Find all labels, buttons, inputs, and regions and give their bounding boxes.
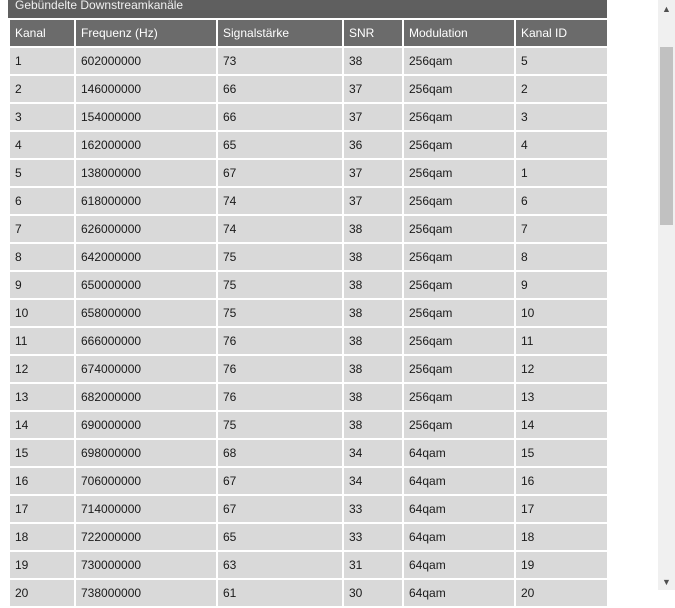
cell-snr: 37 <box>344 76 402 102</box>
table-body <box>10 48 607 606</box>
table-row <box>10 468 607 494</box>
table-row <box>10 356 607 382</box>
cell-modulation: 256qam <box>404 160 514 186</box>
cell-channel-id: 20 <box>516 580 607 606</box>
cell-snr: 34 <box>344 468 402 494</box>
cell-channel-id: 16 <box>516 468 607 494</box>
cell-channel: 2 <box>10 76 74 102</box>
cell-modulation: 256qam <box>404 132 514 158</box>
cell-snr: 37 <box>344 104 402 130</box>
cell-snr: 33 <box>344 496 402 522</box>
cell-snr: 30 <box>344 580 402 606</box>
cell-channel-id: 8 <box>516 244 607 270</box>
cell-modulation: 64qam <box>404 468 514 494</box>
table-row <box>10 272 607 298</box>
cell-snr: 36 <box>344 132 402 158</box>
cell-snr: 37 <box>344 188 402 214</box>
cell-modulation: 256qam <box>404 356 514 382</box>
cell-channel-id: 10 <box>516 300 607 326</box>
cell-signal-strength: 76 <box>218 328 342 354</box>
cell-channel: 20 <box>10 580 74 606</box>
scroll-down-arrow-icon[interactable]: ▼ <box>662 576 671 587</box>
cell-signal-strength: 74 <box>218 188 342 214</box>
cell-snr: 38 <box>344 328 402 354</box>
cell-channel: 13 <box>10 384 74 410</box>
cell-frequency: 154000000 <box>76 104 216 130</box>
table-row <box>10 48 607 74</box>
cell-modulation: 256qam <box>404 76 514 102</box>
cell-channel-id: 2 <box>516 76 607 102</box>
table-row <box>10 496 607 522</box>
cell-signal-strength: 67 <box>218 496 342 522</box>
table-header-row <box>10 20 607 46</box>
cell-signal-strength: 73 <box>218 48 342 74</box>
cell-frequency: 730000000 <box>76 552 216 578</box>
cell-channel-id: 17 <box>516 496 607 522</box>
cell-channel-id: 12 <box>516 356 607 382</box>
cell-modulation: 64qam <box>404 580 514 606</box>
cell-frequency: 690000000 <box>76 412 216 438</box>
cell-frequency: 698000000 <box>76 440 216 466</box>
cell-signal-strength: 67 <box>218 160 342 186</box>
table-row <box>10 160 607 186</box>
cell-snr: 38 <box>344 356 402 382</box>
table-row <box>10 552 607 578</box>
cell-signal-strength: 65 <box>218 132 342 158</box>
cell-signal-strength: 74 <box>218 216 342 242</box>
cell-frequency: 650000000 <box>76 272 216 298</box>
cell-snr: 37 <box>344 160 402 186</box>
vertical-scrollbar[interactable] <box>658 0 675 590</box>
cell-snr: 34 <box>344 440 402 466</box>
cell-channel-id: 9 <box>516 272 607 298</box>
cell-channel-id: 1 <box>516 160 607 186</box>
cell-channel-id: 6 <box>516 188 607 214</box>
cell-channel-id: 13 <box>516 384 607 410</box>
table-row <box>10 300 607 326</box>
cell-frequency: 618000000 <box>76 188 216 214</box>
cell-channel: 9 <box>10 272 74 298</box>
table-row <box>10 328 607 354</box>
cell-channel-id: 14 <box>516 412 607 438</box>
cell-channel: 4 <box>10 132 74 158</box>
cell-modulation: 256qam <box>404 216 514 242</box>
cell-channel-id: 19 <box>516 552 607 578</box>
cell-modulation: 64qam <box>404 440 514 466</box>
cell-modulation: 256qam <box>404 328 514 354</box>
cell-frequency: 138000000 <box>76 160 216 186</box>
cell-signal-strength: 68 <box>218 440 342 466</box>
cell-signal-strength: 65 <box>218 524 342 550</box>
cell-channel: 6 <box>10 188 74 214</box>
cell-channel-id: 11 <box>516 328 607 354</box>
cell-frequency: 682000000 <box>76 384 216 410</box>
cell-frequency: 706000000 <box>76 468 216 494</box>
table-row <box>10 76 607 102</box>
cell-channel: 12 <box>10 356 74 382</box>
cell-modulation: 256qam <box>404 272 514 298</box>
cell-signal-strength: 75 <box>218 272 342 298</box>
cell-signal-strength: 75 <box>218 300 342 326</box>
table-row <box>10 524 607 550</box>
cell-frequency: 674000000 <box>76 356 216 382</box>
cell-channel-id: 3 <box>516 104 607 130</box>
cell-channel-id: 7 <box>516 216 607 242</box>
cell-frequency: 162000000 <box>76 132 216 158</box>
cell-signal-strength: 63 <box>218 552 342 578</box>
cell-modulation: 64qam <box>404 524 514 550</box>
cell-signal-strength: 66 <box>218 76 342 102</box>
cell-modulation: 256qam <box>404 300 514 326</box>
cell-channel-id: 5 <box>516 48 607 74</box>
cell-signal-strength: 76 <box>218 356 342 382</box>
cell-frequency: 722000000 <box>76 524 216 550</box>
cell-channel-id: 15 <box>516 440 607 466</box>
scrollbar-thumb[interactable] <box>660 47 673 225</box>
cell-channel: 8 <box>10 244 74 270</box>
cell-signal-strength: 66 <box>218 104 342 130</box>
cell-snr: 38 <box>344 48 402 74</box>
column-header-channel: Kanal <box>10 20 74 46</box>
cell-snr: 38 <box>344 412 402 438</box>
cell-frequency: 714000000 <box>76 496 216 522</box>
cell-modulation: 64qam <box>404 496 514 522</box>
table-row <box>10 244 607 270</box>
cell-channel: 17 <box>10 496 74 522</box>
cell-frequency: 642000000 <box>76 244 216 270</box>
cell-channel: 7 <box>10 216 74 242</box>
cell-snr: 38 <box>344 216 402 242</box>
cell-frequency: 626000000 <box>76 216 216 242</box>
cell-modulation: 256qam <box>404 384 514 410</box>
cell-channel: 11 <box>10 328 74 354</box>
cell-modulation: 64qam <box>404 552 514 578</box>
cell-snr: 31 <box>344 552 402 578</box>
cell-modulation: 256qam <box>404 104 514 130</box>
downstream-channel-table <box>8 18 609 608</box>
table-row <box>10 216 607 242</box>
cell-signal-strength: 67 <box>218 468 342 494</box>
cell-signal-strength: 76 <box>218 384 342 410</box>
cell-channel-id: 18 <box>516 524 607 550</box>
cell-signal-strength: 75 <box>218 412 342 438</box>
cell-snr: 38 <box>344 244 402 270</box>
section-title: Gebündelte Downstreamkanäle <box>8 0 607 18</box>
cell-modulation: 256qam <box>404 412 514 438</box>
cell-frequency: 738000000 <box>76 580 216 606</box>
cell-channel: 5 <box>10 160 74 186</box>
cell-snr: 38 <box>344 272 402 298</box>
cell-signal-strength: 61 <box>218 580 342 606</box>
cell-channel: 1 <box>10 48 74 74</box>
table-row <box>10 104 607 130</box>
cell-signal-strength: 75 <box>218 244 342 270</box>
cell-channel: 16 <box>10 468 74 494</box>
cell-channel: 14 <box>10 412 74 438</box>
cell-modulation: 256qam <box>404 244 514 270</box>
table-row <box>10 440 607 466</box>
column-header-frequency: Frequenz (Hz) <box>76 20 216 46</box>
table-row <box>10 188 607 214</box>
table-row <box>10 132 607 158</box>
cell-modulation: 256qam <box>404 48 514 74</box>
cell-channel: 18 <box>10 524 74 550</box>
cell-snr: 38 <box>344 384 402 410</box>
cell-channel: 19 <box>10 552 74 578</box>
downstream-section <box>8 0 607 608</box>
column-header-snr: SNR <box>344 20 402 46</box>
cell-channel: 15 <box>10 440 74 466</box>
cell-channel: 10 <box>10 300 74 326</box>
column-header-signal-strength: Signalstärke <box>218 20 342 46</box>
cell-channel-id: 4 <box>516 132 607 158</box>
table-row <box>10 580 607 606</box>
table-row <box>10 412 607 438</box>
cell-frequency: 146000000 <box>76 76 216 102</box>
cell-frequency: 602000000 <box>76 48 216 74</box>
column-header-modulation: Modulation <box>404 20 514 46</box>
cell-snr: 33 <box>344 524 402 550</box>
cell-modulation: 256qam <box>404 188 514 214</box>
column-header-channel-id: Kanal ID <box>516 20 607 46</box>
scroll-up-arrow-icon[interactable]: ▲ <box>662 3 671 14</box>
cell-channel: 3 <box>10 104 74 130</box>
table-row <box>10 384 607 410</box>
cell-snr: 38 <box>344 300 402 326</box>
cell-frequency: 666000000 <box>76 328 216 354</box>
cell-frequency: 658000000 <box>76 300 216 326</box>
